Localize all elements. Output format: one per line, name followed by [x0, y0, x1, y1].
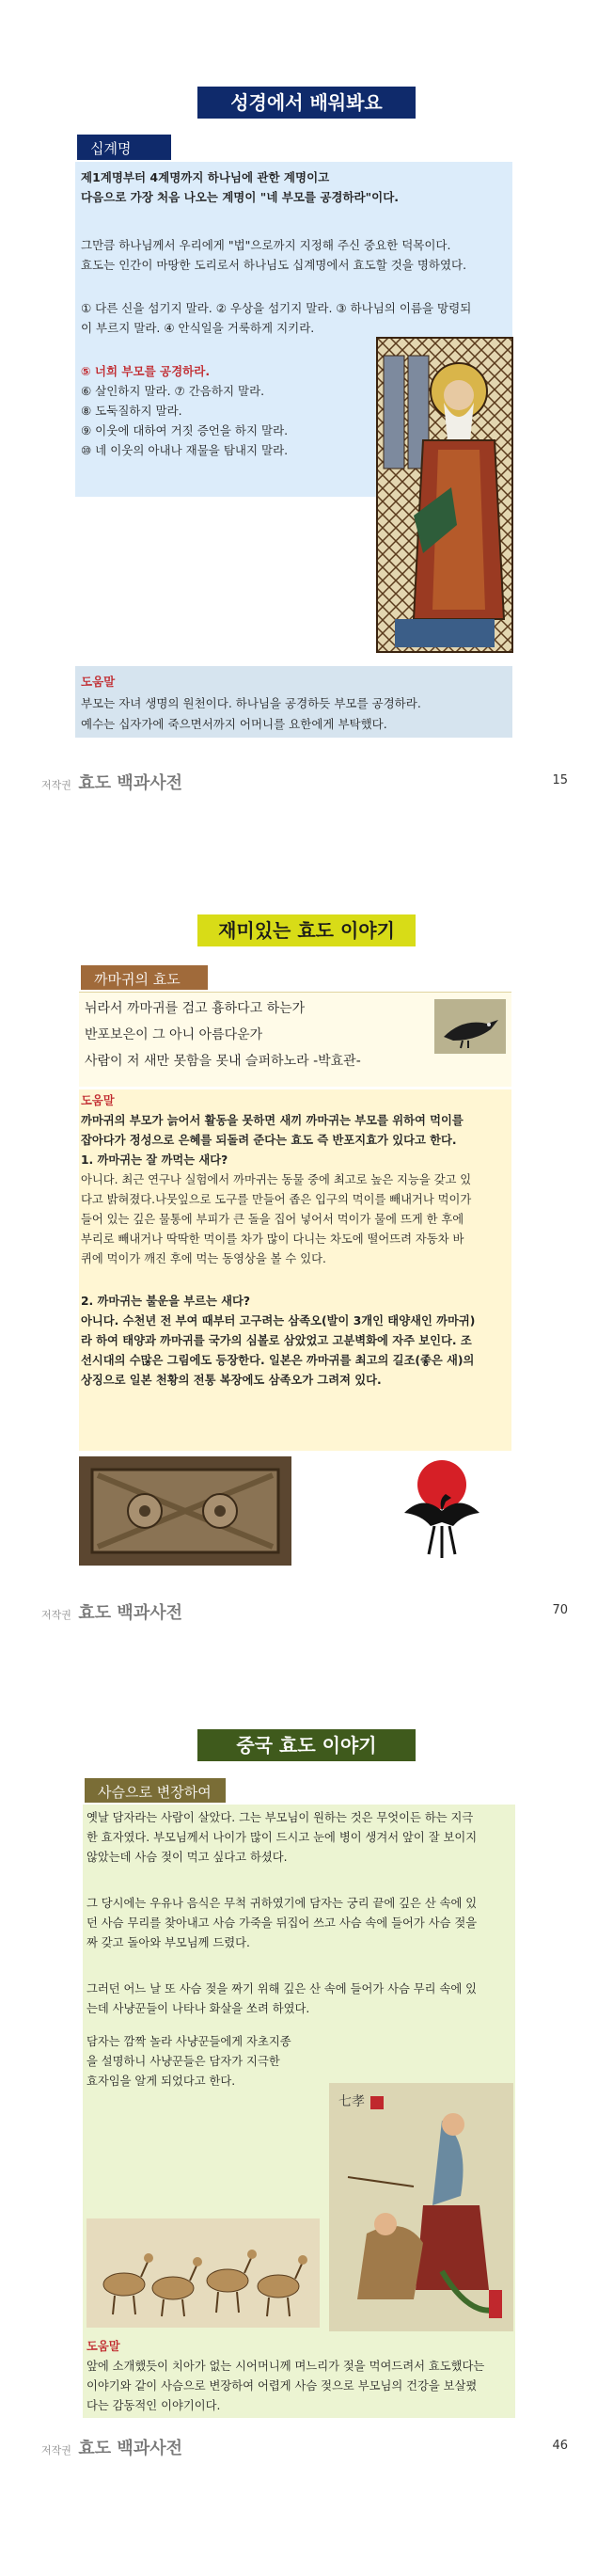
deer-p4-line-2: 을 설명하니 사냥꾼들은 담자가 지극한: [86, 2055, 280, 2068]
deer-p2-line-3: 짜 갖고 돌아와 부모님께 드렸다.: [86, 1936, 250, 1949]
section-label-crow: 까마귀의 효도: [81, 965, 208, 990]
deer-help-text: [86, 2337, 519, 2416]
three-legged-crow-image: [385, 1456, 498, 1571]
crow-help-text: [81, 1091, 513, 1391]
page-1-title: 성경에서 배워봐요: [197, 87, 416, 119]
help-box-page-1: [75, 666, 512, 738]
deer-p2-line-1: 그 당시에는 우유나 음식은 무척 귀하였기에 담자는 궁리 끝에 깊은 산 속에 있: [86, 1897, 478, 1910]
commandment-9: ⑨ 이웃에 대하여 거짓 증언을 하지 말라.: [81, 423, 289, 437]
section-label-ten-commandments: 십계명: [77, 135, 171, 160]
footer-brand: 효도 백과사전: [78, 1603, 182, 1623]
footer-copyright: 저작권: [41, 2444, 71, 2457]
deer-p3-line-1: 그러던 어느 날 또 사슴 젖을 짜기 위해 깊은 산 속에 들어가 사슴 무리 속에 있: [86, 1982, 477, 1996]
footer-brand: 효도 백과사전: [78, 773, 182, 793]
crow-answer-2-line-3: 선시대의 수많은 그림에도 등장한다. 일본은 까마귀를 최고의 길조(좋은 새)의: [81, 1354, 475, 1367]
deer-p1-line-3: 않았는데 사슴 젖이 먹고 싶다고 하셨다.: [86, 1851, 288, 1864]
deer-story-text: [86, 1808, 519, 2091]
help-line-2-page-1: 예수는 십자가에 죽으면서까지 어머니를 요한에게 부탁했다.: [81, 717, 387, 731]
deer-help-line-3: 다는 감동적인 이야기이다.: [86, 2399, 221, 2412]
deer-painting-image: [86, 2218, 320, 2328]
commandment-10: ⑩ 네 이웃의 아내나 재물을 탐내지 말라.: [81, 443, 289, 457]
poem-line-2: 반포보은이 그 아니 아름다운가: [85, 1027, 263, 1042]
deer-p4-line-1: 담자는 깜짝 놀라 사냥꾼들에게 자초지종: [86, 2035, 291, 2048]
crow-help-title: 도움말: [81, 1094, 115, 1107]
commandment-6-7: ⑥ 살인하지 말라. ⑦ 간음하지 말라.: [81, 384, 265, 398]
poem-line-1: 뉘라서 까마귀를 검고 흉하다고 하는가: [85, 1001, 306, 1016]
crow-answer-1-line-2: 다고 밝혀졌다.나뭇잎으로 도구를 만들어 좁은 입구의 먹이를 빼내거나 먹이가: [81, 1193, 472, 1206]
crow-answer-2-line-1: 아니다. 수천년 전 부여 때부터 고구려는 삼족오(발이 3개인 태양새인 까마귀): [81, 1314, 476, 1328]
crow-answer-2-line-2: 라 하여 태양과 까마귀를 국가의 심볼로 삼았었고 고분벽화에 자주 보인다. 조: [81, 1334, 472, 1347]
crow-answer-1-line-1: 아니다. 최근 연구나 실험에서 까마귀는 동물 중에 최고로 높은 지능을 갖고 있: [81, 1173, 472, 1186]
deer-p1-line-2: 한 효자였다. 부모님께서 나이가 많이 드시고 눈에 병이 생겨서 앞이 잘 보이지: [86, 1831, 478, 1844]
commandment-8: ⑧ 도둑질하지 말라.: [81, 404, 182, 418]
list-line-1: ① 다른 신을 섬기지 말라. ② 우상을 섬기지 말라. ③ 하나님의 이름을 망령되: [81, 301, 472, 315]
footer-page-3: [41, 2435, 182, 2459]
deer-p2-line-2: 던 사슴 무리를 찾아내고 사슴 가죽을 뒤집어 쓰고 사슴 속에 들어가 사슴 젖을: [86, 1916, 478, 1930]
section-label-deer: 사슴으로 변장하여: [85, 1778, 226, 1803]
poem-text: [85, 995, 361, 1074]
crow-question-1: 1. 까마귀는 잘 까먹는 새다?: [81, 1153, 228, 1167]
page-number-46: 46: [552, 2439, 568, 2453]
crow-answer-1-line-4: 부리로 빼내거나 딱딱한 먹이를 차가 많이 다니는 차도에 떨어뜨려 자동차 바: [81, 1232, 464, 1246]
footer-brand: 효도 백과사전: [78, 2439, 182, 2458]
deer-p4-line-3: 효자임을 알게 되었다고 한다.: [86, 2075, 236, 2088]
poem-line-3: 사람이 저 새만 못함을 못내 슬퍼하노라 -박효관-: [85, 1054, 361, 1069]
crow-question-2: 2. 까마귀는 불운을 부르는 새다?: [81, 1295, 251, 1308]
footer-page-1: [41, 770, 182, 794]
crow-help-line-2: 잡아다가 정성으로 은혜를 되돌려 준다는 효도 즉 반포지효가 있다고 한다.: [81, 1134, 457, 1147]
intro-line-1: 제1계명부터 4계명까지 하나님에 관한 계명이고: [81, 170, 330, 184]
intro-line-2: 다음으로 가장 처음 나오는 계명이 "네 부모를 공경하라"이다.: [81, 190, 400, 204]
footer-copyright: 저작권: [41, 1609, 71, 1621]
list-line-2: 이 부르지 말라. ④ 안식일을 거룩하게 지키라.: [81, 321, 315, 335]
svg-text:七孝: 七孝: [338, 2094, 365, 2109]
page-number-15: 15: [552, 773, 568, 787]
artifact-image: [79, 1456, 291, 1566]
crow-answer-1-line-3: 들어 있는 깊은 물통에 부피가 큰 돌을 집어 넣어서 먹이가 물에 뜨게 한 후에: [81, 1213, 464, 1226]
footer-page-2: [41, 1599, 182, 1624]
page-number-70: 70: [552, 1603, 568, 1617]
deer-help-line-2: 이야기와 같이 사슴으로 변장하여 어렵게 사슴 젖으로 부모님의 건강을 보살폈: [86, 2379, 478, 2393]
crow-answer-2-line-4: 상징으로 일본 천황의 전통 복장에도 삼족오가 그려져 있다.: [81, 1374, 382, 1387]
help-line-1-page-1: 부모는 자녀 생명의 원천이다. 하나님을 공경하듯 부모를 공경하라.: [81, 696, 421, 710]
footer-copyright: 저작권: [41, 779, 71, 791]
deer-p3-line-2: 는데 사냥꾼들이 나타나 화살을 쏘려 하였다.: [86, 2002, 310, 2015]
stained-glass-image: [376, 337, 513, 653]
crow-answer-1-line-5: 퀴에 먹이가 깨진 후에 먹는 동영상을 볼 수 있다.: [81, 1252, 326, 1265]
body-line-2: 효도는 인간이 마땅한 도리로서 하나님도 십계명에서 효도할 것을 명하였다.: [81, 258, 467, 272]
page-2-title: 재미있는 효도 이야기: [197, 914, 416, 946]
hunter-painting-image: [329, 2083, 513, 2331]
crow-help-line-1: 까마귀의 부모가 늙어서 활동을 못하면 새끼 까마귀는 부모를 위하여 먹이를: [81, 1114, 464, 1127]
deer-p1-line-1: 옛날 담자라는 사람이 살았다. 그는 부모님이 원하는 것은 무엇이든 하는 지극: [86, 1811, 474, 1824]
help-title-page-1: 도움말: [81, 675, 116, 689]
crow-image: [434, 999, 506, 1054]
page-3-title: 중국 효도 이야기: [197, 1729, 416, 1761]
commandment-5: ⑤ 너희 부모를 공경하라.: [81, 364, 211, 378]
body-line-1: 그만큼 하나님께서 우리에게 "법"으로까지 지정해 주신 중요한 덕목이다.: [81, 238, 451, 252]
deer-help-line-1: 앞에 소개했듯이 치아가 없는 시어머니께 며느리가 젖을 먹여드려서 효도했다는: [86, 2360, 485, 2373]
deer-help-title: 도움말: [86, 2340, 120, 2353]
